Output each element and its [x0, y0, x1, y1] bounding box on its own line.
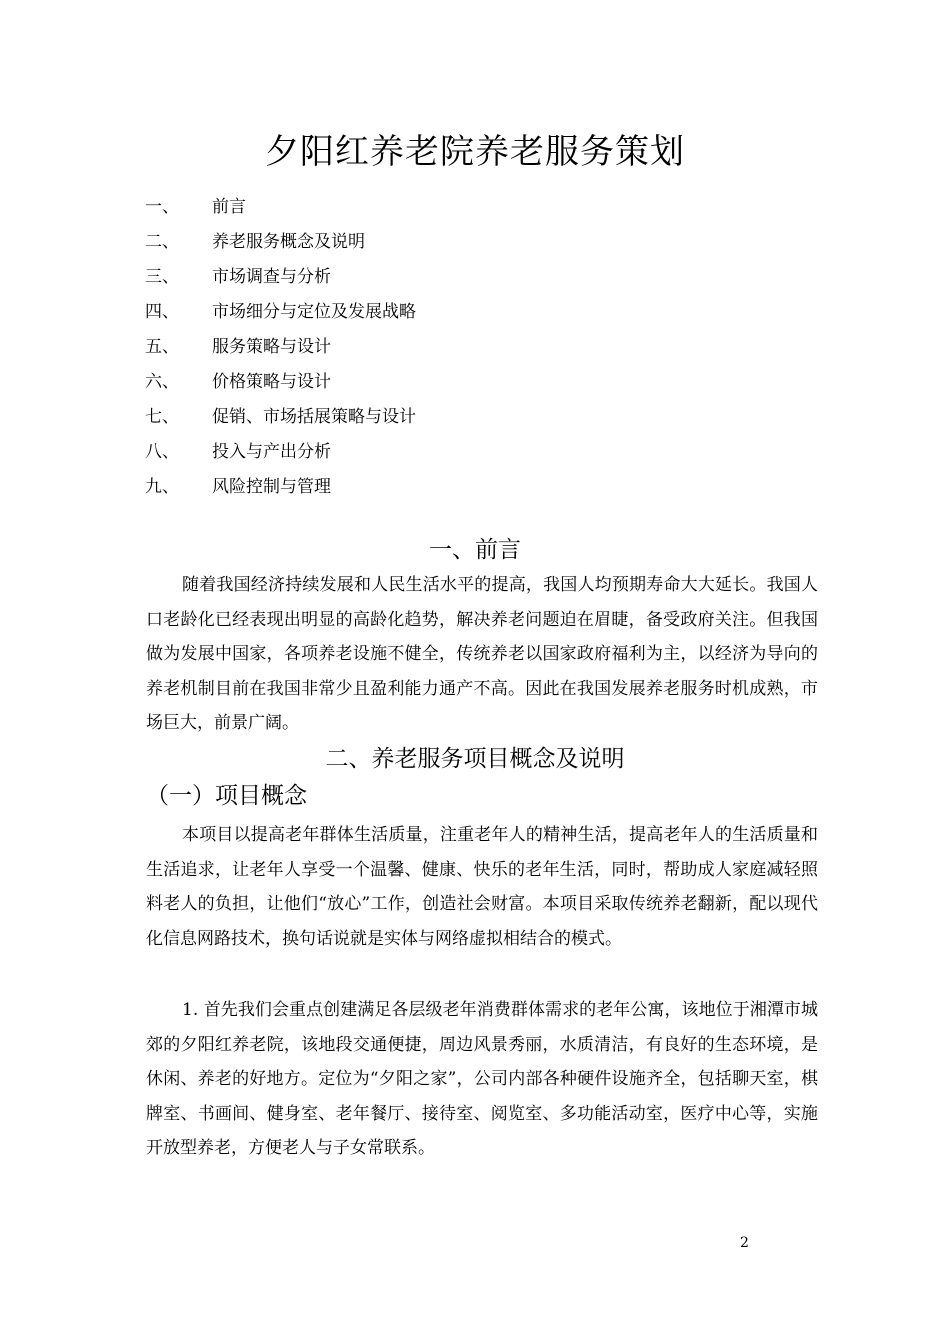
- toc-item-number: 一、: [145, 197, 179, 217]
- toc-item-label: 市场调查与分析: [212, 267, 331, 287]
- toc-item-label: 促销、市场括展策略与设计: [212, 407, 416, 427]
- toc-item: [145, 295, 645, 330]
- toc-item-number: 五、: [145, 337, 179, 357]
- toc-item: [145, 365, 645, 400]
- section-heading-preface: 一、前言: [429, 537, 521, 563]
- page-number: 2: [740, 1235, 749, 1251]
- toc-item-label: 投入与产出分析: [212, 442, 331, 462]
- toc-item-label: 风险控制与管理: [212, 477, 331, 497]
- toc-item-number: 二、: [145, 232, 179, 252]
- toc-item: [145, 190, 645, 225]
- toc-item-number: 七、: [145, 407, 179, 427]
- toc-item-label: 市场细分与定位及发展战略: [212, 302, 416, 322]
- toc-item-label: 服务策略与设计: [212, 337, 331, 357]
- subsection-heading: （一）项目概念: [146, 783, 307, 809]
- project-detail-paragraph: 1. 首先我们会重点创建满足各层级老年消费群体需求的老年公寓，该地位于湘潭市城郊的夕阳红养老院，该地段交通便捷，周边风景秀丽，水质清洁，有良好的生态环境，是休闲、养老的好地方。定位为“夕阳之家”，公司内部各种硬件设施齐全，包括聊天室，棋牌室、书画间、健身室、老年餐厅、接待室、阅览室、多功能活动室，医疗中心等，实施开放型养老，方便老人与子女常联系。: [146, 1000, 818, 1158]
- toc-item-label: 前言: [212, 197, 246, 217]
- document-title: 夕阳红养老院养老服务策划: [265, 132, 685, 172]
- toc-item-label: 价格策略与设计: [212, 372, 331, 392]
- project-concept-paragraph: 本项目以提高老年群体生活质量，注重老年人的精神生活，提高老年人的生活质量和生活追求，让老年人享受一个温馨、健康、快乐的老年生活，同时，帮助成人家庭减轻照料老人的负担，让他们“放心”工作，创造社会财富。本项目采取传统养老翻新，配以现代化信息网路技术，换句话说就是实体与网络虚拟相结合的模式。: [146, 825, 818, 949]
- toc-item: [145, 260, 645, 295]
- toc-item-number: 三、: [145, 267, 179, 287]
- toc-item: [145, 225, 645, 260]
- toc-item-number: 八、: [145, 442, 179, 462]
- section-heading-project-concept: 二、养老服务项目概念及说明: [325, 746, 625, 772]
- toc-item-label: 养老服务概念及说明: [212, 232, 365, 252]
- toc-item: [145, 400, 645, 435]
- toc-item-number: 四、: [145, 302, 179, 322]
- table-of-contents: [145, 190, 645, 505]
- toc-item-number: 九、: [145, 477, 179, 497]
- toc-item: [145, 470, 645, 505]
- toc-item: [145, 435, 645, 470]
- preface-paragraph: 随着我国经济持续发展和人民生活水平的提高，我国人均预期寿命大大延长。我国人口老龄化已经表现出明显的高龄化趋势，解决养老问题迫在眉睫，备受政府关注。但我国做为发展中国家，各项养老设施不健全，传统养老以国家政府福利为主，以经济为导向的养老机制目前在我国非常少且盈利能力通产不高。因此在我国发展养老服务时机成熟，市场巨大，前景广阔。: [146, 575, 818, 733]
- toc-item-number: 六、: [145, 372, 179, 392]
- toc-item: [145, 330, 645, 365]
